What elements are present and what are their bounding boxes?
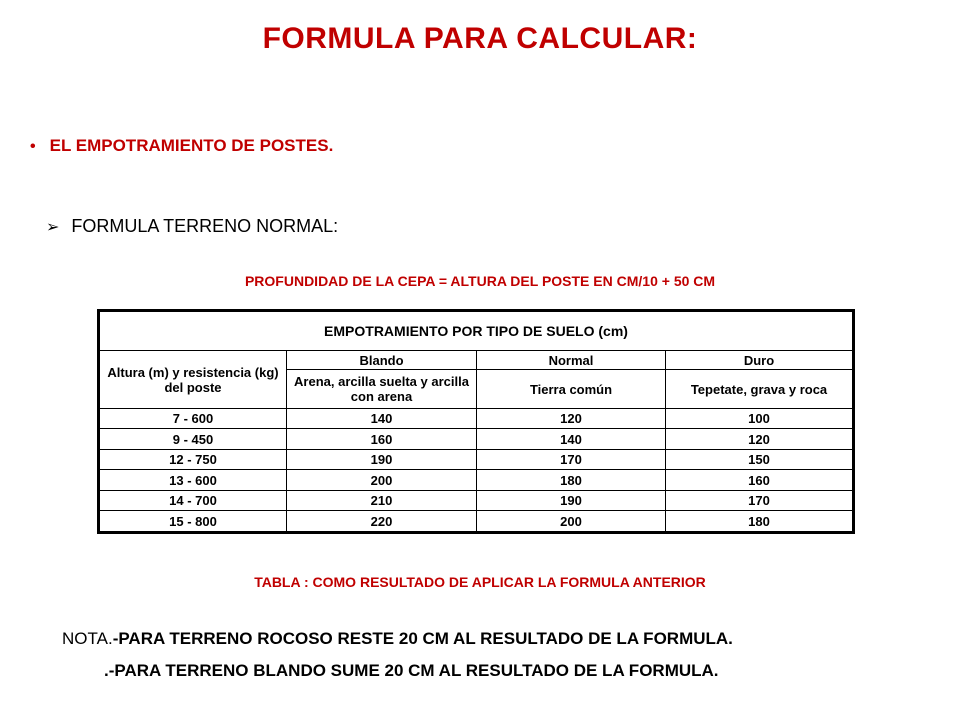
table-cell: 9 - 450 — [99, 429, 287, 449]
row-header-cell: Altura (m) y resistencia (kg) del poste — [99, 351, 287, 409]
table-cell: 190 — [287, 449, 477, 469]
table-row — [99, 470, 854, 490]
bullet-item — [30, 136, 333, 156]
table-cell: 150 — [666, 449, 854, 469]
table-cell: 100 — [666, 409, 854, 429]
table-cell: 7 - 600 — [99, 409, 287, 429]
bullet-icon: • — [30, 138, 36, 155]
table-cell: 200 — [477, 511, 666, 533]
table-cell: 140 — [287, 409, 477, 429]
arrow-bullet-icon: ➢ — [46, 219, 60, 236]
column-header-duro: Duro — [666, 351, 854, 370]
table-cell: 160 — [666, 470, 854, 490]
table-cell: 12 - 750 — [99, 449, 287, 469]
table-cell: 15 - 800 — [99, 511, 287, 533]
bullet-text: EL EMPOTRAMIENTO DE POSTES. — [49, 136, 334, 155]
column-header-normal: Normal — [477, 351, 666, 370]
table-row — [99, 409, 854, 429]
table-title: EMPOTRAMIENTO POR TIPO DE SUELO (cm) — [99, 311, 854, 351]
sub-bullet-item — [46, 216, 338, 237]
table-cell: 190 — [477, 490, 666, 510]
table-row — [99, 511, 854, 533]
table-caption: TABLA : COMO RESULTADO DE APLICAR LA FORMULA ANTERIOR — [254, 574, 706, 590]
table-cell: 13 - 600 — [99, 470, 287, 490]
sub-bullet-text: FORMULA TERRENO NORMAL: — [71, 216, 339, 236]
table-cell: 170 — [666, 490, 854, 510]
table-cell: 120 — [477, 409, 666, 429]
table-cell: 180 — [666, 511, 854, 533]
table-cell: 180 — [477, 470, 666, 490]
column-desc-duro: Tepetate, grava y roca — [666, 370, 854, 409]
table-cell: 170 — [477, 449, 666, 469]
page-title: FORMULA PARA CALCULAR: — [262, 22, 698, 55]
table-row — [99, 449, 854, 469]
column-header-blando: Blando — [287, 351, 477, 370]
column-desc-blando: Arena, arcilla suelta y arcilla con arena — [287, 370, 477, 409]
table-cell: 200 — [287, 470, 477, 490]
formula-text: PROFUNDIDAD DE LA CEPA = ALTURA DEL POSTE EN CM/10 + 50 CM — [244, 273, 716, 289]
note-lead: NOTA. — [62, 629, 113, 648]
embedding-table — [97, 309, 855, 534]
table-cell: 140 — [477, 429, 666, 449]
table-cell: 220 — [287, 511, 477, 533]
note-text-1: -PARA TERRENO ROCOSO RESTE 20 CM AL RESULTADO DE LA FORMULA. — [112, 629, 733, 648]
note-line-1 — [62, 629, 733, 649]
table-cell: 210 — [287, 490, 477, 510]
table-row — [99, 490, 854, 510]
table-cell: 120 — [666, 429, 854, 449]
table-row — [99, 429, 854, 449]
table-cell: 14 - 700 — [99, 490, 287, 510]
note-line-2: .-PARA TERRENO BLANDO SUME 20 CM AL RESULTADO DE LA FORMULA. — [104, 661, 719, 680]
table-cell: 160 — [287, 429, 477, 449]
column-desc-normal: Tierra común — [477, 370, 666, 409]
